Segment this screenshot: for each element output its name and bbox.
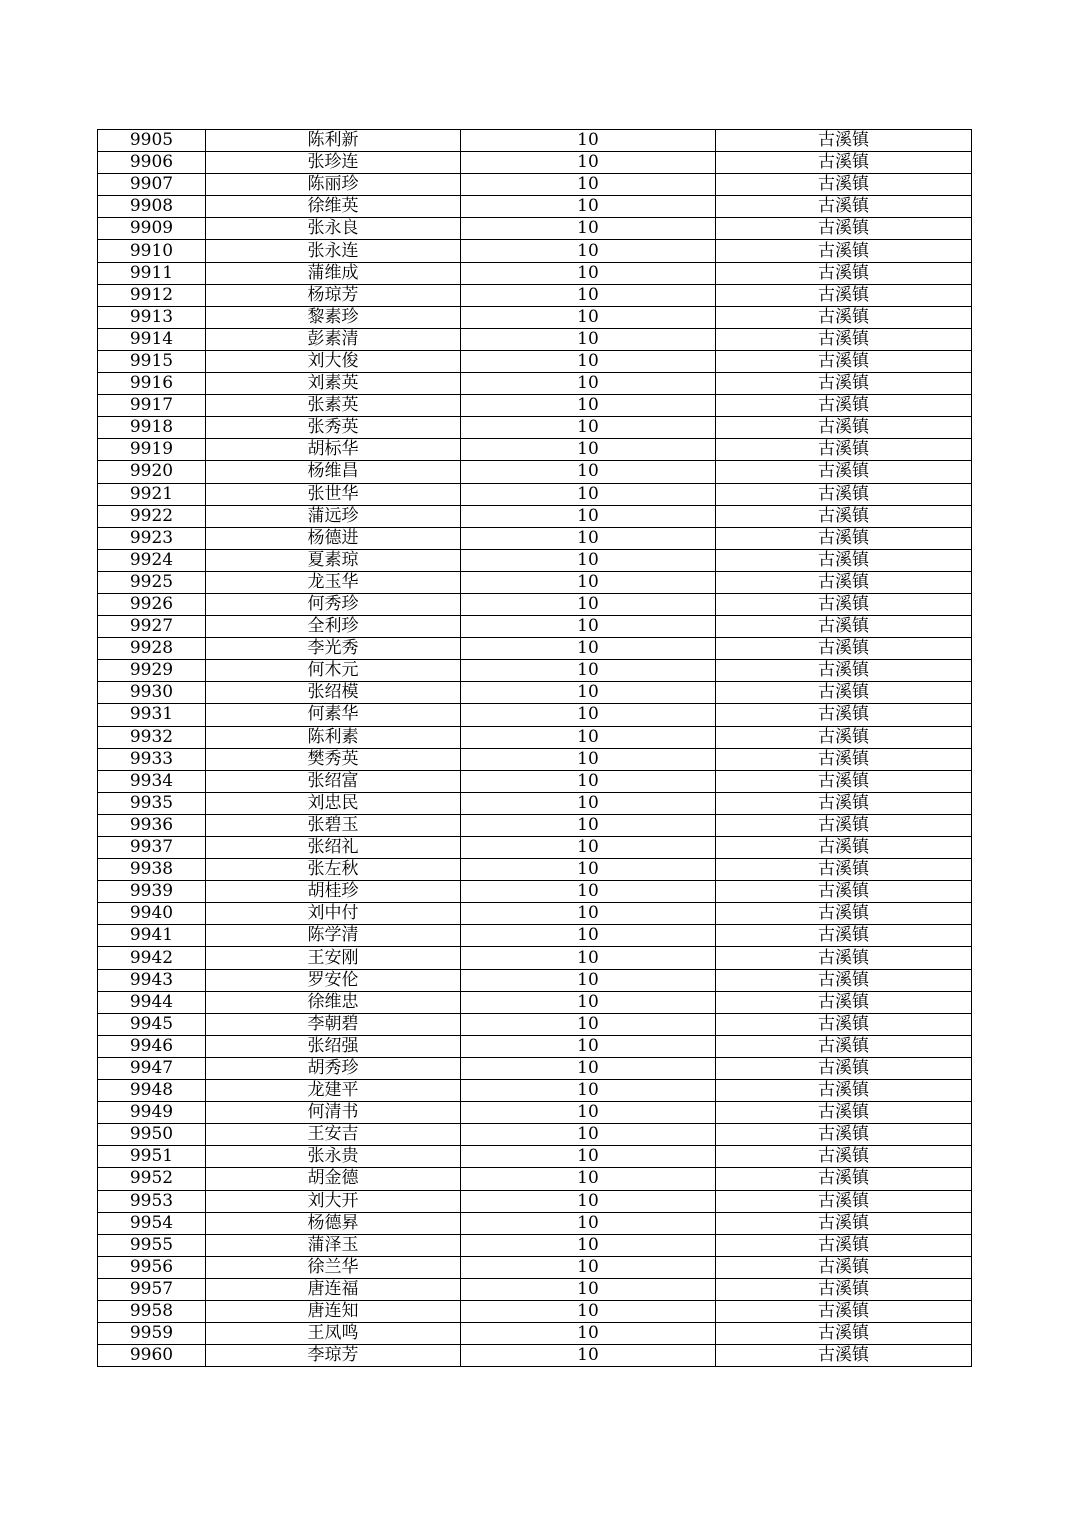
table-row [98, 549, 972, 571]
amount-cell: 10 [461, 748, 716, 770]
row-number-cell: 9930 [98, 682, 206, 704]
name-cell: 陈利新 [206, 130, 461, 152]
table-row [98, 306, 972, 328]
town-cell: 古溪镇 [716, 1234, 972, 1256]
table-row [98, 616, 972, 638]
amount-cell: 10 [461, 1146, 716, 1168]
name-cell: 王安刚 [206, 947, 461, 969]
amount-cell: 10 [461, 881, 716, 903]
name-cell: 刘忠民 [206, 792, 461, 814]
town-cell: 古溪镇 [716, 571, 972, 593]
amount-cell: 10 [461, 1345, 716, 1367]
amount-cell: 10 [461, 1013, 716, 1035]
town-cell: 古溪镇 [716, 1035, 972, 1057]
amount-cell: 10 [461, 461, 716, 483]
row-number-cell: 9938 [98, 859, 206, 881]
row-number-cell: 9922 [98, 505, 206, 527]
name-cell: 何木元 [206, 660, 461, 682]
town-cell: 古溪镇 [716, 1168, 972, 1190]
table-row [98, 1345, 972, 1367]
amount-cell: 10 [461, 1080, 716, 1102]
amount-cell: 10 [461, 328, 716, 350]
town-cell: 古溪镇 [716, 925, 972, 947]
name-cell: 唐连知 [206, 1300, 461, 1322]
table-row [98, 1080, 972, 1102]
row-number-cell: 9917 [98, 395, 206, 417]
town-cell: 古溪镇 [716, 859, 972, 881]
amount-cell: 10 [461, 837, 716, 859]
row-number-cell: 9908 [98, 196, 206, 218]
amount-cell: 10 [461, 616, 716, 638]
name-cell: 王凤鸣 [206, 1323, 461, 1345]
town-cell: 古溪镇 [716, 748, 972, 770]
town-cell: 古溪镇 [716, 881, 972, 903]
row-number-cell: 9947 [98, 1057, 206, 1079]
name-cell: 龙建平 [206, 1080, 461, 1102]
row-number-cell: 9918 [98, 417, 206, 439]
amount-cell: 10 [461, 969, 716, 991]
name-cell: 胡秀珍 [206, 1057, 461, 1079]
name-cell: 黎素珍 [206, 306, 461, 328]
name-cell: 刘中付 [206, 903, 461, 925]
amount-cell: 10 [461, 483, 716, 505]
row-number-cell: 9906 [98, 152, 206, 174]
name-cell: 胡桂珍 [206, 881, 461, 903]
name-cell: 杨琼芳 [206, 284, 461, 306]
table-row [98, 505, 972, 527]
town-cell: 古溪镇 [716, 1013, 972, 1035]
row-number-cell: 9942 [98, 947, 206, 969]
town-cell: 古溪镇 [716, 1345, 972, 1367]
roster-table-body [98, 130, 972, 1367]
table-row [98, 1124, 972, 1146]
town-cell: 古溪镇 [716, 1057, 972, 1079]
table-row [98, 748, 972, 770]
amount-cell: 10 [461, 1124, 716, 1146]
town-cell: 古溪镇 [716, 1146, 972, 1168]
row-number-cell: 9955 [98, 1234, 206, 1256]
amount-cell: 10 [461, 660, 716, 682]
amount-cell: 10 [461, 638, 716, 660]
town-cell: 古溪镇 [716, 903, 972, 925]
amount-cell: 10 [461, 1234, 716, 1256]
row-number-cell: 9907 [98, 174, 206, 196]
row-number-cell: 9916 [98, 373, 206, 395]
table-row [98, 1146, 972, 1168]
table-row [98, 792, 972, 814]
row-number-cell: 9934 [98, 770, 206, 792]
amount-cell: 10 [461, 373, 716, 395]
amount-cell: 10 [461, 1102, 716, 1124]
row-number-cell: 9953 [98, 1190, 206, 1212]
town-cell: 古溪镇 [716, 461, 972, 483]
name-cell: 罗安伦 [206, 969, 461, 991]
town-cell: 古溪镇 [716, 527, 972, 549]
amount-cell: 10 [461, 1323, 716, 1345]
name-cell: 张永贵 [206, 1146, 461, 1168]
name-cell: 蒲远珍 [206, 505, 461, 527]
name-cell: 刘素英 [206, 373, 461, 395]
name-cell: 徐兰华 [206, 1256, 461, 1278]
name-cell: 彭素清 [206, 328, 461, 350]
amount-cell: 10 [461, 1256, 716, 1278]
name-cell: 张永连 [206, 240, 461, 262]
name-cell: 张绍模 [206, 682, 461, 704]
row-number-cell: 9952 [98, 1168, 206, 1190]
table-row [98, 837, 972, 859]
table-row [98, 240, 972, 262]
table-row [98, 638, 972, 660]
row-number-cell: 9932 [98, 726, 206, 748]
table-row [98, 925, 972, 947]
name-cell: 张永良 [206, 218, 461, 240]
name-cell: 唐连福 [206, 1278, 461, 1300]
town-cell: 古溪镇 [716, 616, 972, 638]
name-cell: 张绍富 [206, 770, 461, 792]
row-number-cell: 9958 [98, 1300, 206, 1322]
row-number-cell: 9912 [98, 284, 206, 306]
row-number-cell: 9913 [98, 306, 206, 328]
table-row [98, 726, 972, 748]
town-cell: 古溪镇 [716, 1278, 972, 1300]
amount-cell: 10 [461, 130, 716, 152]
row-number-cell: 9915 [98, 350, 206, 372]
row-number-cell: 9960 [98, 1345, 206, 1367]
amount-cell: 10 [461, 1057, 716, 1079]
row-number-cell: 9927 [98, 616, 206, 638]
town-cell: 古溪镇 [716, 792, 972, 814]
row-number-cell: 9957 [98, 1278, 206, 1300]
row-number-cell: 9951 [98, 1146, 206, 1168]
row-number-cell: 9956 [98, 1256, 206, 1278]
amount-cell: 10 [461, 306, 716, 328]
table-row [98, 1057, 972, 1079]
amount-cell: 10 [461, 814, 716, 836]
town-cell: 古溪镇 [716, 1080, 972, 1102]
row-number-cell: 9926 [98, 593, 206, 615]
table-row [98, 593, 972, 615]
name-cell: 张绍礼 [206, 837, 461, 859]
town-cell: 古溪镇 [716, 196, 972, 218]
amount-cell: 10 [461, 152, 716, 174]
amount-cell: 10 [461, 682, 716, 704]
town-cell: 古溪镇 [716, 505, 972, 527]
amount-cell: 10 [461, 1168, 716, 1190]
row-number-cell: 9923 [98, 527, 206, 549]
town-cell: 古溪镇 [716, 969, 972, 991]
row-number-cell: 9940 [98, 903, 206, 925]
table-row [98, 1256, 972, 1278]
name-cell: 徐维英 [206, 196, 461, 218]
name-cell: 何清书 [206, 1102, 461, 1124]
town-cell: 古溪镇 [716, 130, 972, 152]
amount-cell: 10 [461, 947, 716, 969]
town-cell: 古溪镇 [716, 417, 972, 439]
name-cell: 张珍连 [206, 152, 461, 174]
table-row [98, 660, 972, 682]
town-cell: 古溪镇 [716, 770, 972, 792]
town-cell: 古溪镇 [716, 306, 972, 328]
row-number-cell: 9946 [98, 1035, 206, 1057]
table-row [98, 1278, 972, 1300]
table-row [98, 439, 972, 461]
amount-cell: 10 [461, 859, 716, 881]
table-row [98, 969, 972, 991]
name-cell: 李琼芳 [206, 1345, 461, 1367]
amount-cell: 10 [461, 704, 716, 726]
town-cell: 古溪镇 [716, 837, 972, 859]
amount-cell: 10 [461, 792, 716, 814]
town-cell: 古溪镇 [716, 660, 972, 682]
town-cell: 古溪镇 [716, 682, 972, 704]
row-number-cell: 9936 [98, 814, 206, 836]
name-cell: 龙玉华 [206, 571, 461, 593]
name-cell: 全利珍 [206, 616, 461, 638]
amount-cell: 10 [461, 174, 716, 196]
table-row [98, 1234, 972, 1256]
name-cell: 蒲维成 [206, 262, 461, 284]
name-cell: 胡金德 [206, 1168, 461, 1190]
town-cell: 古溪镇 [716, 1256, 972, 1278]
amount-cell: 10 [461, 218, 716, 240]
row-number-cell: 9921 [98, 483, 206, 505]
name-cell: 徐维忠 [206, 991, 461, 1013]
name-cell: 夏素琼 [206, 549, 461, 571]
row-number-cell: 9925 [98, 571, 206, 593]
name-cell: 杨维昌 [206, 461, 461, 483]
town-cell: 古溪镇 [716, 704, 972, 726]
row-number-cell: 9928 [98, 638, 206, 660]
name-cell: 张世华 [206, 483, 461, 505]
town-cell: 古溪镇 [716, 174, 972, 196]
row-number-cell: 9914 [98, 328, 206, 350]
amount-cell: 10 [461, 505, 716, 527]
table-row [98, 1102, 972, 1124]
name-cell: 张绍强 [206, 1035, 461, 1057]
row-number-cell: 9909 [98, 218, 206, 240]
row-number-cell: 9924 [98, 549, 206, 571]
name-cell: 李光秀 [206, 638, 461, 660]
amount-cell: 10 [461, 593, 716, 615]
row-number-cell: 9911 [98, 262, 206, 284]
name-cell: 陈利素 [206, 726, 461, 748]
row-number-cell: 9950 [98, 1124, 206, 1146]
amount-cell: 10 [461, 527, 716, 549]
name-cell: 张碧玉 [206, 814, 461, 836]
table-row [98, 174, 972, 196]
town-cell: 古溪镇 [716, 373, 972, 395]
amount-cell: 10 [461, 1212, 716, 1234]
table-row [98, 461, 972, 483]
row-number-cell: 9949 [98, 1102, 206, 1124]
table-row [98, 395, 972, 417]
row-number-cell: 9933 [98, 748, 206, 770]
amount-cell: 10 [461, 549, 716, 571]
name-cell: 何秀珍 [206, 593, 461, 615]
table-row [98, 1168, 972, 1190]
row-number-cell: 9937 [98, 837, 206, 859]
amount-cell: 10 [461, 240, 716, 262]
table-row [98, 682, 972, 704]
name-cell: 王安吉 [206, 1124, 461, 1146]
table-row [98, 1035, 972, 1057]
row-number-cell: 9920 [98, 461, 206, 483]
name-cell: 陈丽珍 [206, 174, 461, 196]
table-row [98, 814, 972, 836]
row-number-cell: 9931 [98, 704, 206, 726]
table-row [98, 527, 972, 549]
table-row [98, 1300, 972, 1322]
name-cell: 何素华 [206, 704, 461, 726]
town-cell: 古溪镇 [716, 991, 972, 1013]
row-number-cell: 9954 [98, 1212, 206, 1234]
amount-cell: 10 [461, 571, 716, 593]
row-number-cell: 9945 [98, 1013, 206, 1035]
name-cell: 陈学清 [206, 925, 461, 947]
name-cell: 张素英 [206, 395, 461, 417]
table-row [98, 571, 972, 593]
town-cell: 古溪镇 [716, 593, 972, 615]
table-row [98, 1212, 972, 1234]
amount-cell: 10 [461, 903, 716, 925]
town-cell: 古溪镇 [716, 1212, 972, 1234]
table-row [98, 196, 972, 218]
table-row [98, 373, 972, 395]
name-cell: 李朝碧 [206, 1013, 461, 1035]
row-number-cell: 9910 [98, 240, 206, 262]
town-cell: 古溪镇 [716, 218, 972, 240]
town-cell: 古溪镇 [716, 240, 972, 262]
amount-cell: 10 [461, 991, 716, 1013]
row-number-cell: 9959 [98, 1323, 206, 1345]
town-cell: 古溪镇 [716, 328, 972, 350]
town-cell: 古溪镇 [716, 1323, 972, 1345]
table-row [98, 262, 972, 284]
amount-cell: 10 [461, 1278, 716, 1300]
table-row [98, 903, 972, 925]
table-row [98, 991, 972, 1013]
table-row [98, 218, 972, 240]
town-cell: 古溪镇 [716, 726, 972, 748]
amount-cell: 10 [461, 417, 716, 439]
table-row [98, 859, 972, 881]
town-cell: 古溪镇 [716, 395, 972, 417]
row-number-cell: 9929 [98, 660, 206, 682]
town-cell: 古溪镇 [716, 1190, 972, 1212]
town-cell: 古溪镇 [716, 638, 972, 660]
town-cell: 古溪镇 [716, 483, 972, 505]
town-cell: 古溪镇 [716, 284, 972, 306]
name-cell: 张秀英 [206, 417, 461, 439]
amount-cell: 10 [461, 439, 716, 461]
town-cell: 古溪镇 [716, 549, 972, 571]
town-cell: 古溪镇 [716, 1124, 972, 1146]
town-cell: 古溪镇 [716, 350, 972, 372]
name-cell: 杨德昪 [206, 1212, 461, 1234]
name-cell: 刘大俊 [206, 350, 461, 372]
table-row [98, 1323, 972, 1345]
row-number-cell: 9935 [98, 792, 206, 814]
town-cell: 古溪镇 [716, 814, 972, 836]
table-row [98, 130, 972, 152]
amount-cell: 10 [461, 925, 716, 947]
town-cell: 古溪镇 [716, 1300, 972, 1322]
row-number-cell: 9948 [98, 1080, 206, 1102]
amount-cell: 10 [461, 196, 716, 218]
amount-cell: 10 [461, 395, 716, 417]
name-cell: 刘大开 [206, 1190, 461, 1212]
row-number-cell: 9941 [98, 925, 206, 947]
town-cell: 古溪镇 [716, 439, 972, 461]
name-cell: 樊秀英 [206, 748, 461, 770]
table-row [98, 1013, 972, 1035]
table-row [98, 152, 972, 174]
name-cell: 胡标华 [206, 439, 461, 461]
table-row [98, 1190, 972, 1212]
amount-cell: 10 [461, 1035, 716, 1057]
amount-cell: 10 [461, 770, 716, 792]
name-cell: 蒲泽玉 [206, 1234, 461, 1256]
row-number-cell: 9905 [98, 130, 206, 152]
amount-cell: 10 [461, 1190, 716, 1212]
town-cell: 古溪镇 [716, 262, 972, 284]
amount-cell: 10 [461, 1300, 716, 1322]
table-row [98, 947, 972, 969]
table-row [98, 704, 972, 726]
amount-cell: 10 [461, 350, 716, 372]
table-row [98, 350, 972, 372]
roster-table [97, 129, 972, 1367]
amount-cell: 10 [461, 284, 716, 306]
table-row [98, 483, 972, 505]
row-number-cell: 9943 [98, 969, 206, 991]
table-row [98, 770, 972, 792]
row-number-cell: 9944 [98, 991, 206, 1013]
amount-cell: 10 [461, 726, 716, 748]
row-number-cell: 9919 [98, 439, 206, 461]
row-number-cell: 9939 [98, 881, 206, 903]
town-cell: 古溪镇 [716, 1102, 972, 1124]
amount-cell: 10 [461, 262, 716, 284]
town-cell: 古溪镇 [716, 152, 972, 174]
name-cell: 张左秋 [206, 859, 461, 881]
name-cell: 杨德进 [206, 527, 461, 549]
table-row [98, 881, 972, 903]
table-row [98, 328, 972, 350]
table-row [98, 417, 972, 439]
town-cell: 古溪镇 [716, 947, 972, 969]
table-row [98, 284, 972, 306]
